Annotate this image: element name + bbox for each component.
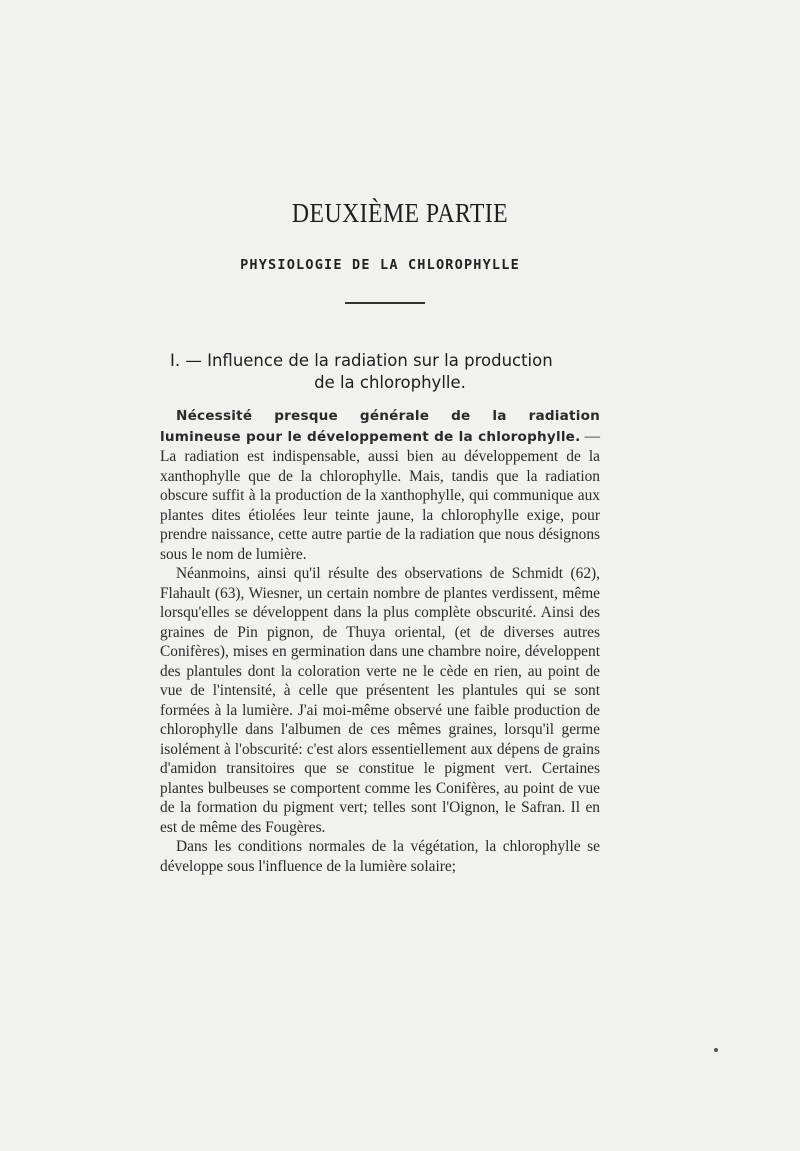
paragraph-2: Néanmoins, ainsi qu'il résulte des observations de Schmidt (62), Flahault (63), Wiesner, un certain nombre de plantes verdissent, même lorsqu'elles se développent dans la plus complète obscurité. Ainsi des graines de Pin pignon, de Thuya oriental, (et de diverses autres Conifères), mises en germination dans une chambre noire, développent des plantules dont la coloration verte ne le cède en rien, au point de vue de l'intensité, à celle que présentent les plantules qui se sont formées à la lumière. J'ai moi-même observé une faible production de chlorophylle dans l'albumen de ces mêmes graines, lorsqu'il germe isolément à l'obscurité: c'est alors essentiellement aux dépens de grains d'amidon transitoires que se constitue le pigment vert. Certaines plantes bulbeuses se comportent comme les Conifères, au point de vue de la formation du pigment vert; telles sont l'Oignon, le Safran. Il en est de même des Fougères. xyxy=(160,565,600,836)
paragraph-3: Dans les conditions normales de la végétation, la chlorophylle se développe sous l'influence de la lumière solaire; xyxy=(160,838,600,875)
title-divider xyxy=(345,302,425,304)
body-text xyxy=(160,406,600,876)
section-subtitle: PHYSIOLOGIE DE LA CHLOROPHYLLE xyxy=(240,257,520,273)
chapter-heading xyxy=(170,350,600,394)
chapter-heading-line-2: de la chlorophylle. xyxy=(314,373,466,392)
paragraph-1-text: — La radiation est indispensable, aussi bien au développement de la xanthophylle que de la chlorophylle. Mais, tandis que la radiation obscure suffit à la production de la xanthophylle, qui communique aux plantes dites étiolées leur teinte jaune, la chlorophylle exige, pour prendre naissance, cette autre partie de la radiation que nous désignons sous le nom de lumière. xyxy=(160,427,600,563)
part-title: DEUXIÈME PARTIE xyxy=(291,198,509,228)
chapter-heading-line-1: I. — Influence de la radiation sur la production xyxy=(170,351,553,370)
section-heading: Nécessité presque générale de la radiation lumineuse pour le développement de la chlorophylle. xyxy=(160,408,600,445)
paper-speck xyxy=(714,1048,718,1052)
paragraph-1 xyxy=(160,406,600,564)
